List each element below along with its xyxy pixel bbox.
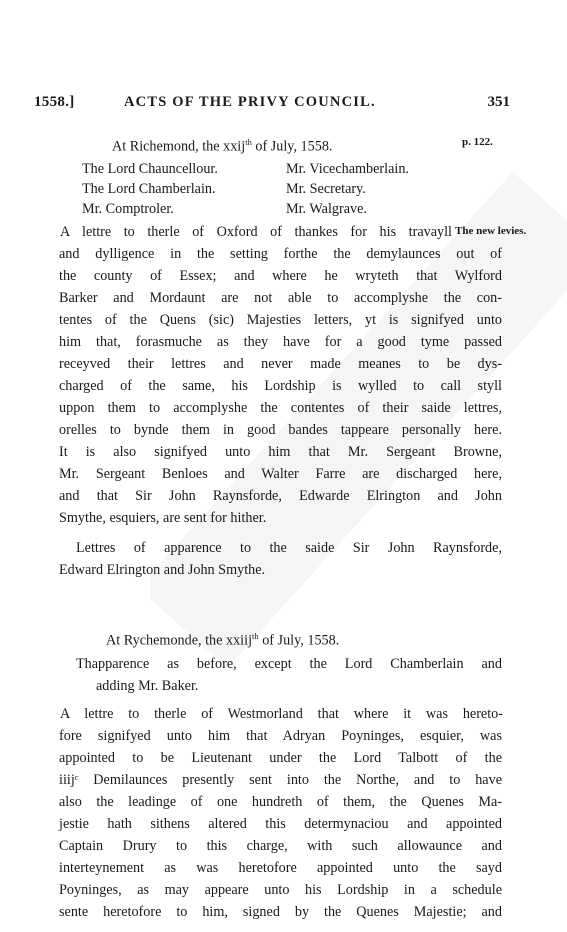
entry2-heading: At Rychemonde, the xxiij$^{th}$ of July, 1558. [106, 631, 340, 649]
text-line: Thapparence as before, except the Lord Chamberlain and [76, 656, 502, 672]
text-line: and that Sir John Raynsforde, Edwarde Elrington and John [59, 488, 502, 504]
attendee-right-1: Mr. Vicechamberlain. [286, 161, 409, 177]
text-line: adding Mr. Baker. [96, 678, 199, 694]
text-line: receyved their lettres and never made meanes to be dys- [59, 356, 502, 372]
text-line: It is also signifyed unto him that Mr. Sergeant Browne, [59, 444, 502, 460]
page-number: 351 [487, 94, 510, 110]
text-line: Poyninges, as may appeare unto his Lordship in a schedule [59, 882, 502, 898]
text-line: Lettres of apparence to the saide Sir John Raynsforde, [76, 540, 502, 556]
text-line: and dylligence in the setting forthe the demylaunces out of [59, 246, 502, 262]
text-line: Smythe, esquiers, are sent for hither. [59, 510, 267, 526]
text-line: A lettre to therle of Westmorland that where it was hereto- [60, 706, 503, 722]
entry1-heading: At Richemond, the xxij$^{th}$ of July, 1558. [112, 137, 333, 155]
text-line: interteynement as was heretofore appointed unto the sayd [59, 860, 502, 876]
text-line: fore signifyed unto him that Adryan Poyninges, esquier, was [59, 728, 502, 744]
text-line: Edward Elrington and John Smythe. [59, 562, 266, 578]
running-header [34, 94, 510, 116]
text-line: sente heretofore to him, signed by the Quenes Majestie; and [59, 904, 502, 920]
text-line: also the leadinge of one hundreth of them, the Quenes Ma- [59, 794, 502, 810]
text-line: Barker and Mordaunt are not able to accomplyshe the con- [59, 290, 502, 306]
text-line: tentes of the Quens (sic) Majesties letters, yt is signifyed unto [59, 312, 502, 328]
text-line: orelles to bynde them in good bandes tappeare personally here. [59, 422, 502, 438]
attendee-right-3: Mr. Walgrave. [286, 201, 367, 217]
header-title: ACTS OF THE PRIVY COUNCIL. [124, 94, 376, 110]
text-line: Mr. Sergeant Benloes and Walter Farre are discharged here, [59, 466, 502, 482]
text-line: iiijᶜ Demilaunces presently sent into the Northe, and to have [59, 772, 502, 788]
text-line: A lettre to therle of Oxford of thankes for his travayll [60, 224, 452, 240]
text-line: jestie hath sithens altered this determynaciou and appointed [59, 816, 502, 832]
text-line: appointed to be Lieutenant under the Lord Talbott of the [59, 750, 502, 766]
attendee-left-2: The Lord Chamberlain. [82, 181, 216, 197]
text-line: Captain Drury to this charge, with such allowaunce and [59, 838, 502, 854]
page-reference-note: p. 122. [462, 136, 493, 148]
text-line: the county of Essex; and where he wryteth that Wylford [59, 268, 502, 284]
attendee-left-1: The Lord Chauncellour. [82, 161, 218, 177]
text-line: charged of the same, his Lordship is wylled to call styll [59, 378, 502, 394]
header-year: 1558.] [34, 94, 75, 110]
text-line: uppon them to accomplyshe the contentes of their saide lettres, [59, 400, 502, 416]
text-line: him that, forasmuche as they have for a good tyme passed [59, 334, 502, 350]
attendee-right-2: Mr. Secretary. [286, 181, 366, 197]
attendee-left-3: Mr. Comptroler. [82, 201, 174, 217]
levies-margin-note: The new levies. [455, 225, 527, 237]
